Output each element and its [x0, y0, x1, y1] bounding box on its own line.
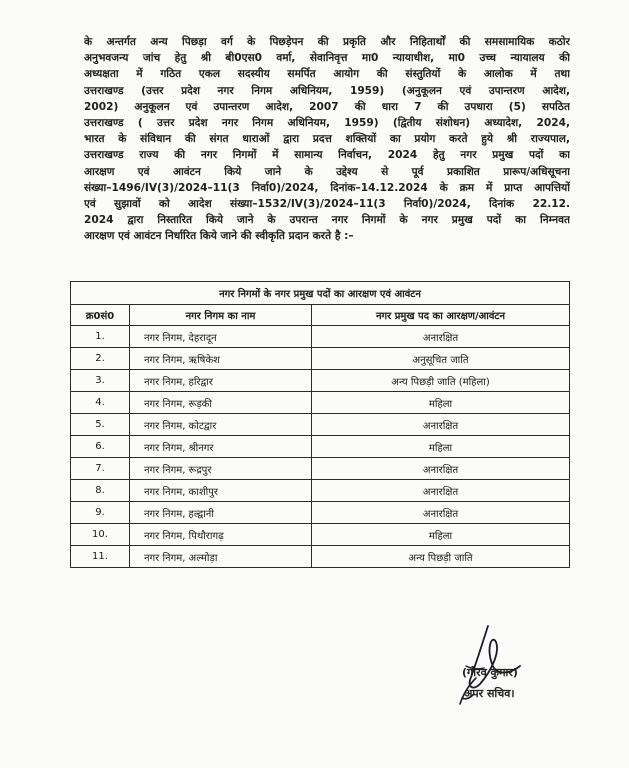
serial-cell: 1.: [71, 326, 130, 348]
corporation-name-cell: नगर निगम, हल्द्वानी: [130, 502, 312, 524]
corporation-name-cell: नगर निगम, अल्मोड़ा: [130, 546, 312, 568]
serial-cell: 4.: [71, 392, 130, 414]
signatory-name: (गौरव कुमार): [462, 666, 518, 679]
corporation-name-cell: नगर निगम, कोटद्वार: [130, 414, 312, 436]
table-header-row: [71, 305, 570, 326]
reservation-cell: महिला: [312, 392, 570, 414]
corporation-name-cell: नगर निगम, ऋषिकेश: [130, 348, 312, 370]
table-caption: नगर निगमों के नगर प्रमुख पदों का आरक्षण एवं आवंटन: [71, 282, 570, 305]
paragraph-line: 2002) अनुकूलन एवं उपान्तरण आदेश, 2007 की धारा 7 की उपधारा (5) सपठित: [84, 100, 570, 113]
table-caption-row: [71, 282, 570, 305]
signatory-designation: अपर सचिव।: [464, 687, 515, 700]
paragraph-line: भारत के संविधान की संगत धाराओं द्वारा प्रदत्त शक्तियों का प्रयोग करते हुये श्री राज्यपाल,: [84, 133, 570, 146]
header-reservation: नगर प्रमुख पद का आरक्षण/आवंटन: [312, 305, 570, 326]
paragraph-line: आरक्षण एवं आवंटन निर्धारित किये जाने की स्वीकृति प्रदान करते है :–: [84, 230, 354, 243]
paragraph-line: उत्तराखण्ड ( उत्तर प्रदेश नगर निगम अधिनियम, 1959) (द्वितीय संशोधन) अध्यादेश, 2024,: [84, 117, 570, 130]
paragraph-line: संख्या–1496/IV(3)/2024–11(3 निर्वा0)/2024, दिनांक–14.12.2024 के क्रम में प्राप्त आपत्तियों: [84, 181, 570, 194]
table-row: [71, 502, 570, 524]
table-row: [71, 480, 570, 502]
serial-cell: 8.: [71, 480, 130, 502]
table-row: [71, 546, 570, 568]
paragraph-line: उत्तराखण्ड (उत्तर प्रदेश नगर निगम अधिनियम, 1959) (अनुकूलन एवं उपान्तरण आदेश,: [84, 84, 570, 97]
serial-cell: 2.: [71, 348, 130, 370]
table-row: [71, 370, 570, 392]
reservation-cell: अन्य पिछड़ी जाति (महिला): [312, 370, 570, 392]
reservation-cell: महिला: [312, 436, 570, 458]
header-serial: क्र0सं0: [71, 305, 130, 326]
reservation-cell: अनारक्षित: [312, 326, 570, 348]
serial-cell: 11.: [71, 546, 130, 568]
corporation-name-cell: नगर निगम, रूड़की: [130, 392, 312, 414]
serial-cell: 6.: [71, 436, 130, 458]
corporation-name-cell: नगर निगम, पिथौरागढ़: [130, 524, 312, 546]
header-corporation-name: नगर निगम का नाम: [130, 305, 312, 326]
table-row: [71, 436, 570, 458]
corporation-name-cell: नगर निगम, काशीपुर: [130, 480, 312, 502]
reservation-cell: अनारक्षित: [312, 414, 570, 436]
paragraph-line: आरक्षण एवं आवंटन किये जाने के उद्देश्य से पूर्व प्रकाशित प्रारूप/अधिसूचना: [84, 165, 570, 178]
order-paragraph: [84, 34, 570, 245]
paragraph-line: के अन्तर्गत अन्य पिछड़ा वर्ग के पिछड़ेपन की प्रकृति और निहितार्थों की समसामायिक कठोर: [84, 36, 570, 48]
table-row: [71, 392, 570, 414]
table-row: [71, 414, 570, 436]
reservation-cell: अनारक्षित: [312, 502, 570, 524]
paragraph-line: एवं सुझावों को आदेश संख्या–1532/IV(3)/2024–11(3 निर्वा0)/2024, दिनांक 22.12.: [84, 198, 570, 211]
serial-cell: 9.: [71, 502, 130, 524]
serial-cell: 10.: [71, 524, 130, 546]
paragraph-line: उत्तराखण्ड राज्य की नगर निगमों में सामान्य निर्वाचन, 2024 हेतु नगर प्रमुख पदों का: [84, 149, 570, 162]
corporation-name-cell: नगर निगम, श्रीनगर: [130, 436, 312, 458]
reservation-cell: अन्य पिछड़ी जाति: [312, 546, 570, 568]
reservation-table: [70, 281, 570, 568]
table-body: [71, 326, 570, 568]
reservation-cell: अनुसूचित जाति: [312, 348, 570, 370]
serial-cell: 7.: [71, 458, 130, 480]
table-row: [71, 348, 570, 370]
table-row: [71, 524, 570, 546]
corporation-name-cell: नगर निगम, देहरादून: [130, 326, 312, 348]
reservation-cell: अनारक्षित: [312, 480, 570, 502]
reservation-cell: महिला: [312, 524, 570, 546]
paragraph-line: 2024 द्वारा निस्तारित किये जाने के उपरान्त नगर निगमों के नगर प्रमुख पदों का निम्नवत: [84, 214, 570, 227]
serial-cell: 5.: [71, 414, 130, 436]
paragraph-line: अनुभवजन्य जांच हेतु श्री बी0एस0 वर्मा, सेवानिवृत्त मा0 न्यायाधीश, मा0 उच्च न्यायालय की: [84, 52, 570, 65]
serial-cell: 3.: [71, 370, 130, 392]
corporation-name-cell: नगर निगम, हरिद्वार: [130, 370, 312, 392]
table-row: [71, 326, 570, 348]
table-row: [71, 458, 570, 480]
corporation-name-cell: नगर निगम, रूद्रपुर: [130, 458, 312, 480]
paragraph-line: अध्यक्षता में गठित एकल सदस्यीय समर्पित आयोग की संस्तुतियों के आलोक में तथा: [84, 68, 570, 81]
reservation-cell: अनारक्षित: [312, 458, 570, 480]
